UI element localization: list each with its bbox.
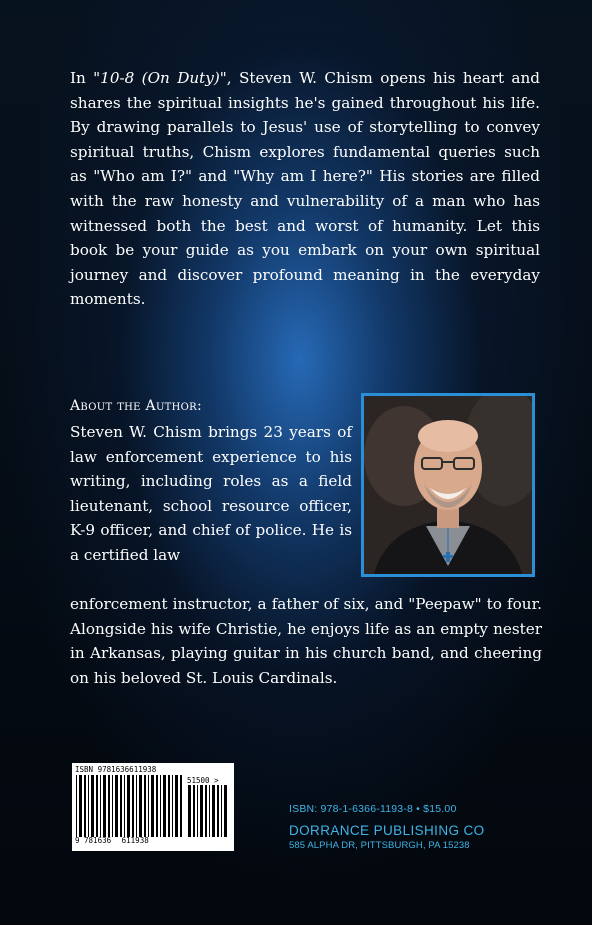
barcode-digits-right: 611938 xyxy=(121,836,149,845)
description-body: ", Steven W. Chism opens his heart and shares the spiritual insights he's gained throughout his life. By drawing parallels to Jesus' use of storytelling to convey spiritual truths, Chism explores fundamental queries such as "Who am I?" and "Why am I here?" His stories are filled with the raw honesty and vulnerability of a man who has witnessed both the best and worst of humanity. Let this book be your guide as you embark on your own spiritual journey and discover profound meaning in the everyday moments. xyxy=(70,69,540,309)
barcode-bar xyxy=(221,785,222,837)
barcode-bar xyxy=(132,775,134,837)
barcode-bar xyxy=(217,785,219,837)
ean-bars xyxy=(75,775,183,837)
barcode-bar xyxy=(156,775,158,837)
barcode-digits xyxy=(75,836,231,845)
author-photo xyxy=(361,393,535,577)
barcode-bar xyxy=(139,775,142,837)
barcode-bar xyxy=(224,785,227,837)
barcode-bar xyxy=(108,775,110,837)
barcode-bar xyxy=(193,785,195,837)
isbn-barcode xyxy=(72,763,234,851)
barcode-digits-left: 9 781636 xyxy=(75,836,112,845)
barcode-bar xyxy=(96,775,98,837)
barcode-bar xyxy=(127,775,130,837)
barcode-bar xyxy=(180,775,182,837)
author-bio-part-1: Steven W. Chism brings 23 years of law enforcement experience to his writing, including roles as a field lieutenant, school resource officer, K-9 officer, and chief of police. He is a certified law xyxy=(70,423,352,564)
barcode-bar xyxy=(209,785,210,837)
barcode-bar xyxy=(120,775,122,837)
barcode-bar xyxy=(205,785,207,837)
barcode-bar xyxy=(79,775,82,837)
barcode-bar xyxy=(172,775,173,837)
barcode-bar xyxy=(197,785,198,837)
barcode-bar xyxy=(88,775,89,837)
barcode-bar xyxy=(175,775,178,837)
price-barcode-group xyxy=(187,776,227,837)
barcode-bar xyxy=(148,775,149,837)
price-bars xyxy=(187,785,227,837)
barcode-bar xyxy=(115,775,118,837)
barcode-bar xyxy=(112,775,113,837)
author-bio-part-2: enforcement instructor, a father of six, and "Peepaw" to four. Alongside his wife Christie, he enjoys life as an empty nester in Arkansas, playing guitar in his church band, and cheering on his beloved St. Louis Cardinals. xyxy=(70,595,542,687)
about-author-heading: About the Author: xyxy=(70,398,203,414)
barcode-bar xyxy=(168,775,170,837)
description-prefix: In " xyxy=(70,69,101,87)
author-portrait-image xyxy=(364,396,532,574)
barcode-bar xyxy=(84,775,86,837)
barcode-bar xyxy=(136,775,137,837)
price-code: 51500 > xyxy=(187,776,219,785)
barcode-bar xyxy=(91,775,94,837)
barcode-bar xyxy=(144,775,146,837)
barcode-bar xyxy=(124,775,125,837)
barcode-bar xyxy=(188,785,191,837)
publisher-name: DORRANCE PUBLISHING CO xyxy=(289,823,485,838)
barcode-bar xyxy=(76,775,77,837)
barcode-bar xyxy=(160,775,161,837)
barcode-bar xyxy=(100,775,101,837)
publisher-address: 585 ALPHA DR, PITTSBURGH, PA 15238 xyxy=(289,840,470,851)
barcode-bar xyxy=(212,785,215,837)
book-title: 10-8 (On Duty) xyxy=(100,69,220,87)
barcode-bar xyxy=(200,785,203,837)
barcode-bars xyxy=(75,775,231,837)
barcode-bar xyxy=(151,775,154,837)
barcode-isbn-line: ISBN 9781636611938 xyxy=(75,765,157,774)
book-description xyxy=(70,66,540,312)
barcode-bar xyxy=(163,775,166,837)
publisher-info xyxy=(289,803,485,851)
isbn-price: ISBN: 978-1-6366-1193-8 • $15.00 xyxy=(289,803,457,815)
barcode-bar xyxy=(103,775,106,837)
